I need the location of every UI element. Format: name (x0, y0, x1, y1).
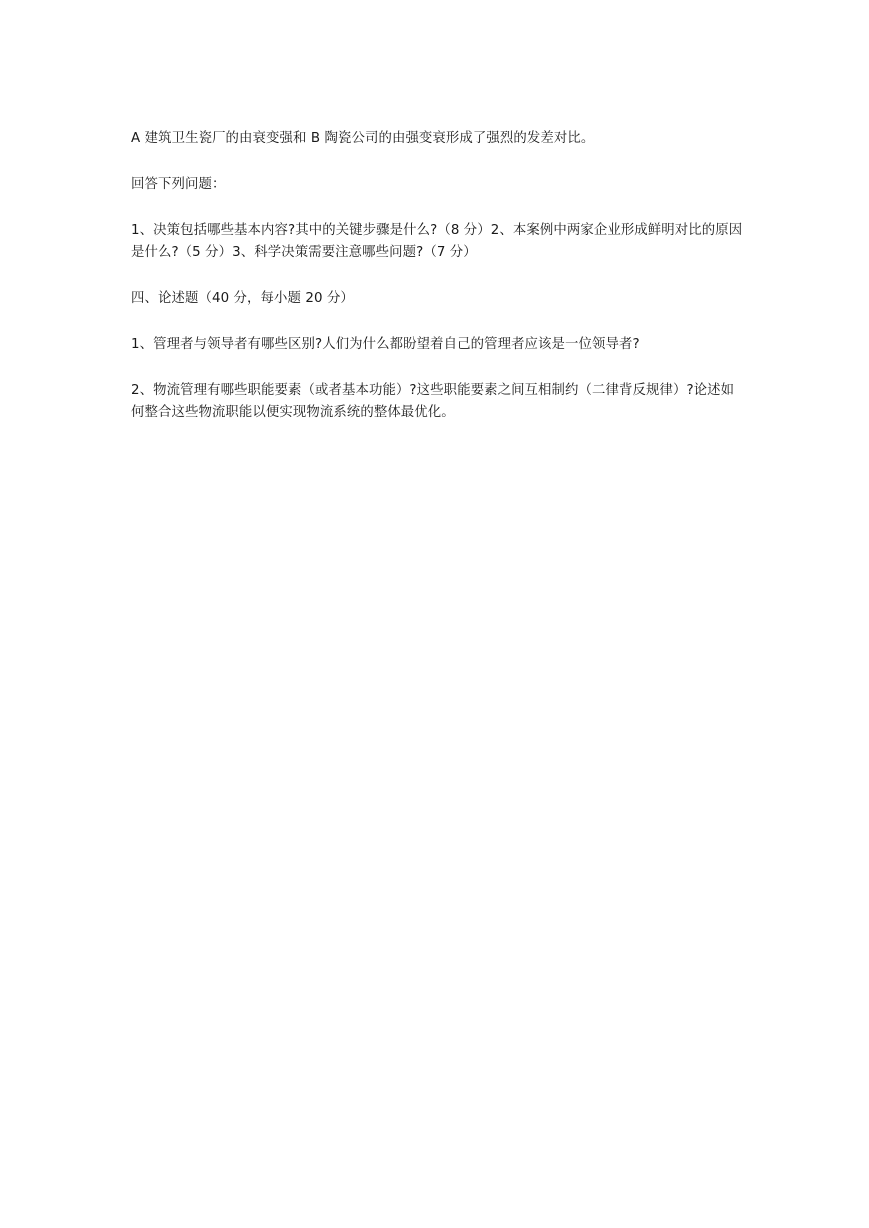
essay-question-2: 2、物流管理有哪些职能要素（或者基本功能）?这些职能要素之间互相制约（二律背反规律）?论述如何整合这些物流职能以便实现物流系统的整体最优化。 (131, 383, 735, 420)
questions-heading: 回答下列问题： (131, 177, 226, 192)
case-questions-paragraph: 1、决策包括哪些基本内容?其中的关键步骤是什么?（8 分）2、本案例中两家企业形成鲜明对比的原因是什么?（5 分）3、科学决策需要注意哪些问题?（7 分） (131, 223, 743, 260)
essay-question-1: 1、管理者与领导者有哪些区别?人们为什么都盼望着自己的管理者应该是一位领导者? (131, 337, 640, 352)
document-body (131, 128, 743, 424)
case-conclusion-paragraph: A 建筑卫生瓷厂的由衰变强和 B 陶瓷公司的由强变衰形成了强烈的发差对比。 (131, 131, 595, 146)
section-four-heading: 四、论述题（40 分，每小题 20 分） (131, 291, 354, 306)
